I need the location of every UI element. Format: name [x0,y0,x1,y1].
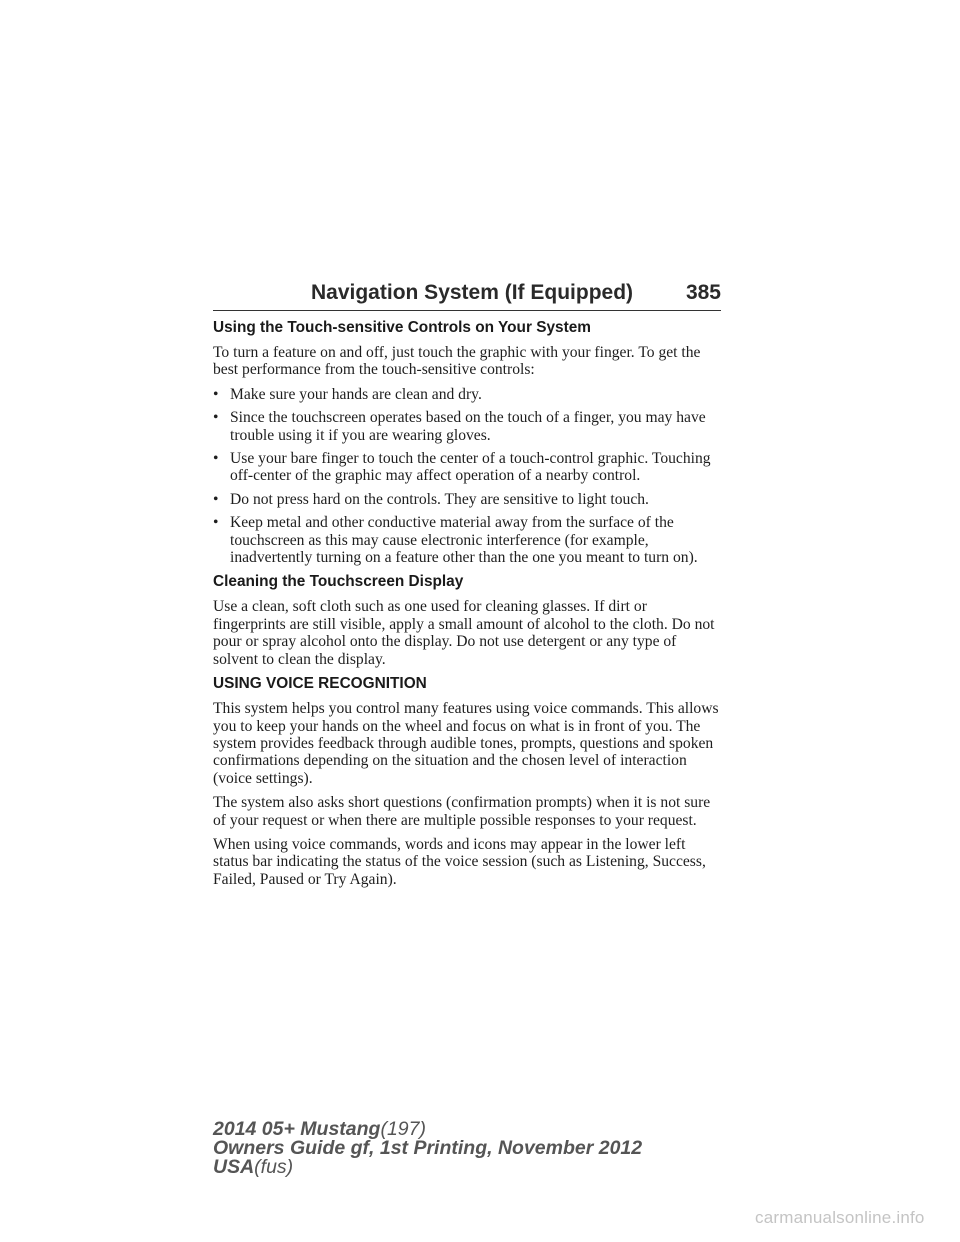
list-item-text: Do not press hard on the controls. They are sensitive to light touch. [230,490,649,508]
bullet-glyph: • [213,490,219,508]
list-item [213,514,723,566]
footer-line-2: Owners Guide gf, 1st Printing, November 2012 [213,1137,643,1159]
touch-tips-list [213,386,723,567]
list-item-text: Use your bare finger to touch the center of a touch-control graphic. Touching off-center of the graphic may affect operation of a nearby control. [230,450,711,485]
footer-market: USA [213,1156,255,1178]
voice-paragraph: This system helps you control many features using voice commands. This allows you to keep your hands on the wheel and focus on what is in front of you. The system provides feedback through audible tones, prompts, questions and spoken confirmations depending on the situation and the chosen level of interaction (voice settings). [213,700,719,787]
footer-model: 2014 05+ Mustang [213,1118,381,1140]
bullet-glyph: • [213,385,219,403]
list-item [213,409,723,444]
list-item [213,450,723,485]
bullet-glyph: • [213,450,219,468]
list-item-text: Since the touchscreen operates based on the touch of a finger, you may have trouble using it if you are wearing gloves. [230,409,706,444]
footer-market-code: (fus) [254,1156,294,1178]
chapter-title: Navigation System (If Equipped) [311,281,634,304]
print-footer [213,1120,642,1177]
footer-line-3 [213,1158,642,1177]
bullet-glyph: • [213,514,219,532]
watermark: carmanualsonline.info [755,1208,925,1227]
bullet-glyph: • [213,409,219,427]
touch-controls-section [213,319,723,566]
footer-page-index: (197) [380,1118,426,1140]
page-number: 385 [685,281,721,304]
voice-recognition-section [213,675,723,888]
section-heading-voice: USING VOICE RECOGNITION [213,675,427,693]
list-item-text: Make sure your hands are clean and dry. [230,385,482,403]
voice-paragraph: The system also asks short questions (confirmation prompts) when it is not sure of your request or when there are multiple possible responses to your request. [213,794,711,829]
touch-controls-intro: To turn a feature on and off, just touch the graphic with your finger. To get the best performance from the touch-sensitive controls: [213,344,701,379]
voice-paragraph: When using voice commands, words and icons may appear in the lower left status bar indicating the status of the voice session (such as Listening, Success, Failed, Paused or Try Again). [213,835,706,888]
section-heading-cleaning: Cleaning the Touchscreen Display [213,573,464,591]
list-item-text: Keep metal and other conductive material away from the surface of the touchscreen as this may cause electronic interference (for example, inadvertently turning on a feature other than the one you meant to turn on). [230,514,698,567]
list-item [213,491,723,508]
header-rule [213,310,721,311]
section-heading-touch-controls: Using the Touch-sensitive Controls on Your System [213,319,591,336]
list-item [213,386,723,403]
main-content [213,319,723,895]
cleaning-body: Use a clean, soft cloth such as one used for cleaning glasses. If dirt or fingerprints are still visible, apply a small amount of alcohol to the cloth. Do not pour or spray alcohol onto the display. Do not use detergent or any type of solvent to clean the display. [213,598,715,668]
cleaning-section [213,573,723,668]
